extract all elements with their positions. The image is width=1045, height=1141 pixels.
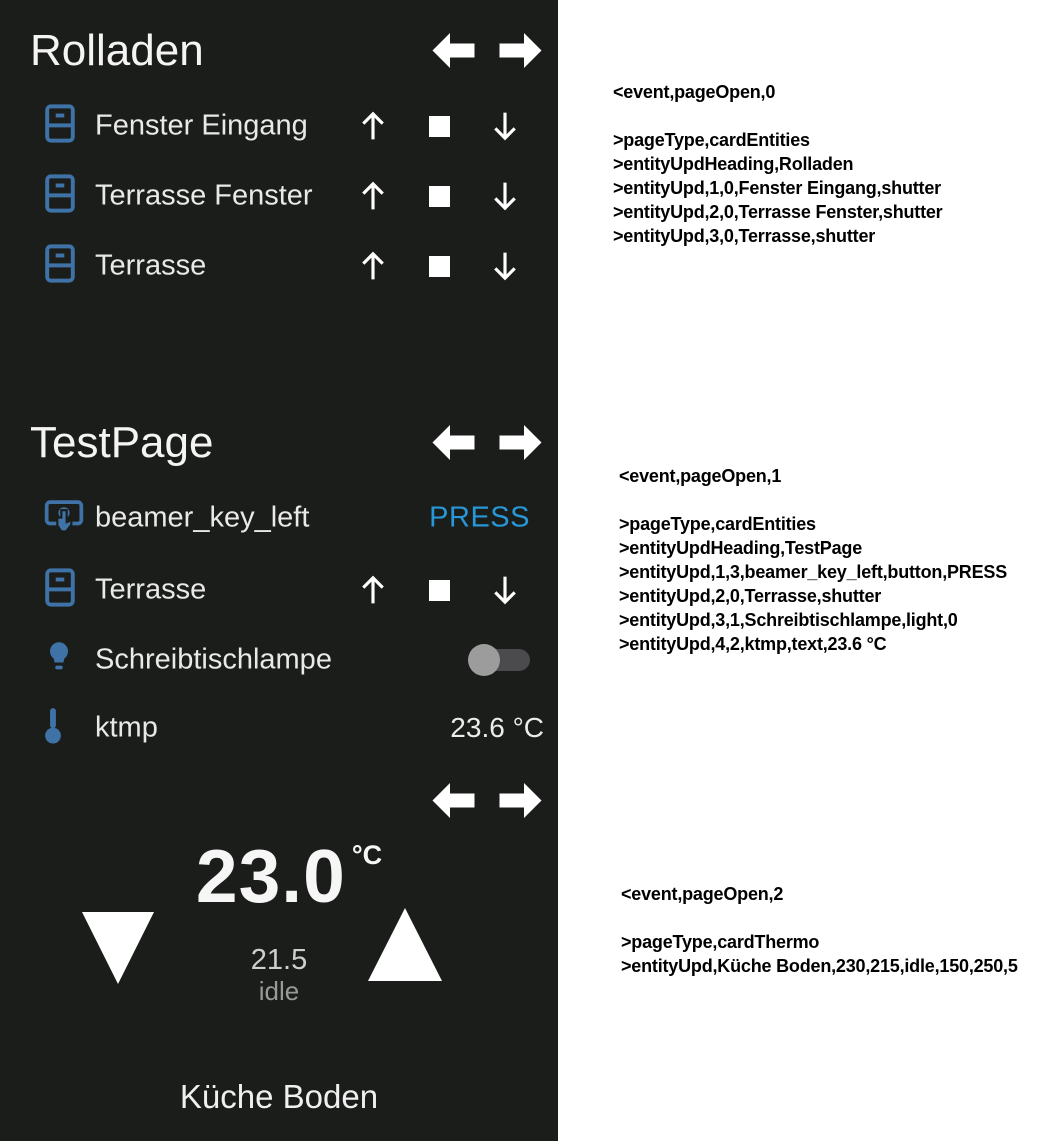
target-temperature: 21.5 bbox=[250, 944, 308, 976]
serial-log-block-1 bbox=[619, 464, 1007, 656]
serial-log-block-2 bbox=[621, 882, 1018, 978]
arrow-left-bold-icon bbox=[431, 33, 476, 68]
light-toggle[interactable] bbox=[468, 644, 530, 676]
entity-label: beamer_key_left bbox=[95, 501, 310, 534]
entity-label: Fenster Eingang bbox=[95, 109, 308, 142]
entity-row bbox=[0, 566, 558, 614]
temperature-unit: °C bbox=[351, 840, 383, 870]
log-line: >entityUpd,1,0,Fenster Eingang,shutter bbox=[613, 178, 941, 198]
nav-left-button[interactable] bbox=[431, 33, 476, 68]
log-line bbox=[613, 104, 943, 128]
window-shutter-icon bbox=[44, 103, 76, 149]
current-temperature-value: 23.0 bbox=[195, 834, 346, 918]
shutter-up-button[interactable] bbox=[351, 568, 395, 612]
shutter-down-button[interactable] bbox=[483, 104, 527, 148]
nav-right-button[interactable] bbox=[498, 783, 543, 818]
arrow-right-bold-icon bbox=[498, 783, 543, 818]
log-line bbox=[619, 488, 1007, 512]
entity-label: Terrasse bbox=[95, 249, 207, 282]
stop-square-icon bbox=[429, 580, 450, 601]
log-line: <event,pageOpen,2 bbox=[621, 884, 784, 904]
arrow-up-icon bbox=[358, 573, 388, 607]
shutter-stop-button[interactable] bbox=[417, 174, 461, 218]
sensor-value: 23.6 °C bbox=[450, 712, 544, 743]
card-title: TestPage bbox=[30, 418, 214, 467]
entity-label: Terrasse bbox=[95, 573, 207, 606]
log-line: <event,pageOpen,1 bbox=[619, 466, 782, 486]
shutter-down-button[interactable] bbox=[483, 244, 527, 288]
log-line: >entityUpd,Küche Boden,230,215,idle,150,250,5 bbox=[621, 956, 1018, 976]
arrow-down-icon bbox=[490, 249, 520, 283]
arrow-up-icon bbox=[358, 249, 388, 283]
toggle-knob bbox=[468, 644, 500, 676]
entity-label: Terrasse Fenster bbox=[95, 179, 313, 212]
arrow-left-bold-icon bbox=[431, 783, 476, 818]
page-nav bbox=[431, 33, 543, 68]
stop-square-icon bbox=[429, 186, 450, 207]
arrow-down-icon bbox=[490, 179, 520, 213]
card-title: Rolladen bbox=[30, 26, 204, 75]
stop-square-icon bbox=[429, 256, 450, 277]
serial-log-block-0 bbox=[613, 80, 943, 248]
shutter-up-button[interactable] bbox=[351, 104, 395, 148]
nav-left-button[interactable] bbox=[431, 425, 476, 460]
arrow-down-icon bbox=[490, 109, 520, 143]
log-line: >entityUpd,3,1,Schreibtischlampe,light,0 bbox=[619, 610, 958, 630]
entity-row bbox=[0, 172, 558, 220]
entity-row bbox=[0, 242, 558, 290]
shutter-down-button[interactable] bbox=[483, 568, 527, 612]
window-shutter-icon bbox=[44, 567, 76, 613]
log-line: >entityUpd,3,0,Terrasse,shutter bbox=[613, 226, 876, 246]
log-line: >entityUpdHeading,TestPage bbox=[619, 538, 863, 558]
log-line: >pageType,cardEntities bbox=[613, 130, 810, 150]
page-nav bbox=[431, 783, 543, 818]
stop-square-icon bbox=[429, 116, 450, 137]
arrow-left-bold-icon bbox=[431, 425, 476, 460]
entity-label: ktmp bbox=[95, 711, 158, 744]
arrow-down-icon bbox=[490, 573, 520, 607]
thermometer-icon bbox=[44, 706, 62, 751]
log-line: >entityUpd,4,2,ktmp,text,23.6 °C bbox=[619, 634, 887, 654]
press-button[interactable]: PRESS bbox=[429, 501, 530, 534]
hvac-state: idle bbox=[258, 976, 300, 1006]
log-line: >entityUpd,1,3,beamer_key_left,button,PRESS bbox=[619, 562, 1008, 582]
log-line bbox=[621, 906, 1018, 930]
log-line: >pageType,cardEntities bbox=[619, 514, 816, 534]
window-shutter-icon bbox=[44, 173, 76, 219]
log-line: >entityUpd,2,0,Terrasse,shutter bbox=[619, 586, 882, 606]
shutter-stop-button[interactable] bbox=[417, 244, 461, 288]
log-line: >entityUpd,2,0,Terrasse Fenster,shutter bbox=[613, 202, 943, 222]
entity-row bbox=[0, 494, 558, 542]
thermostat-name: Küche Boden bbox=[179, 1078, 379, 1115]
entity-row bbox=[0, 102, 558, 150]
nav-left-button[interactable] bbox=[431, 783, 476, 818]
shutter-up-button[interactable] bbox=[351, 244, 395, 288]
lightbulb-icon bbox=[44, 639, 74, 682]
arrow-up-icon bbox=[358, 109, 388, 143]
arrow-right-bold-icon bbox=[498, 425, 543, 460]
arrow-up-icon bbox=[358, 179, 388, 213]
nav-right-button[interactable] bbox=[498, 33, 543, 68]
shutter-up-button[interactable] bbox=[351, 174, 395, 218]
arrow-right-bold-icon bbox=[498, 33, 543, 68]
gesture-tap-button-icon bbox=[44, 498, 84, 539]
nav-right-button[interactable] bbox=[498, 425, 543, 460]
log-line: >entityUpdHeading,Rolladen bbox=[613, 154, 854, 174]
entity-row bbox=[0, 636, 558, 684]
shutter-stop-button[interactable] bbox=[417, 568, 461, 612]
page-nav bbox=[431, 425, 543, 460]
window-shutter-icon bbox=[44, 243, 76, 289]
entity-label: Schreibtischlampe bbox=[95, 643, 332, 676]
shutter-stop-button[interactable] bbox=[417, 104, 461, 148]
log-line: <event,pageOpen,0 bbox=[613, 82, 776, 102]
shutter-down-button[interactable] bbox=[483, 174, 527, 218]
current-temperature bbox=[10, 833, 568, 919]
entity-row bbox=[0, 704, 558, 752]
log-line: >pageType,cardThermo bbox=[621, 932, 820, 952]
